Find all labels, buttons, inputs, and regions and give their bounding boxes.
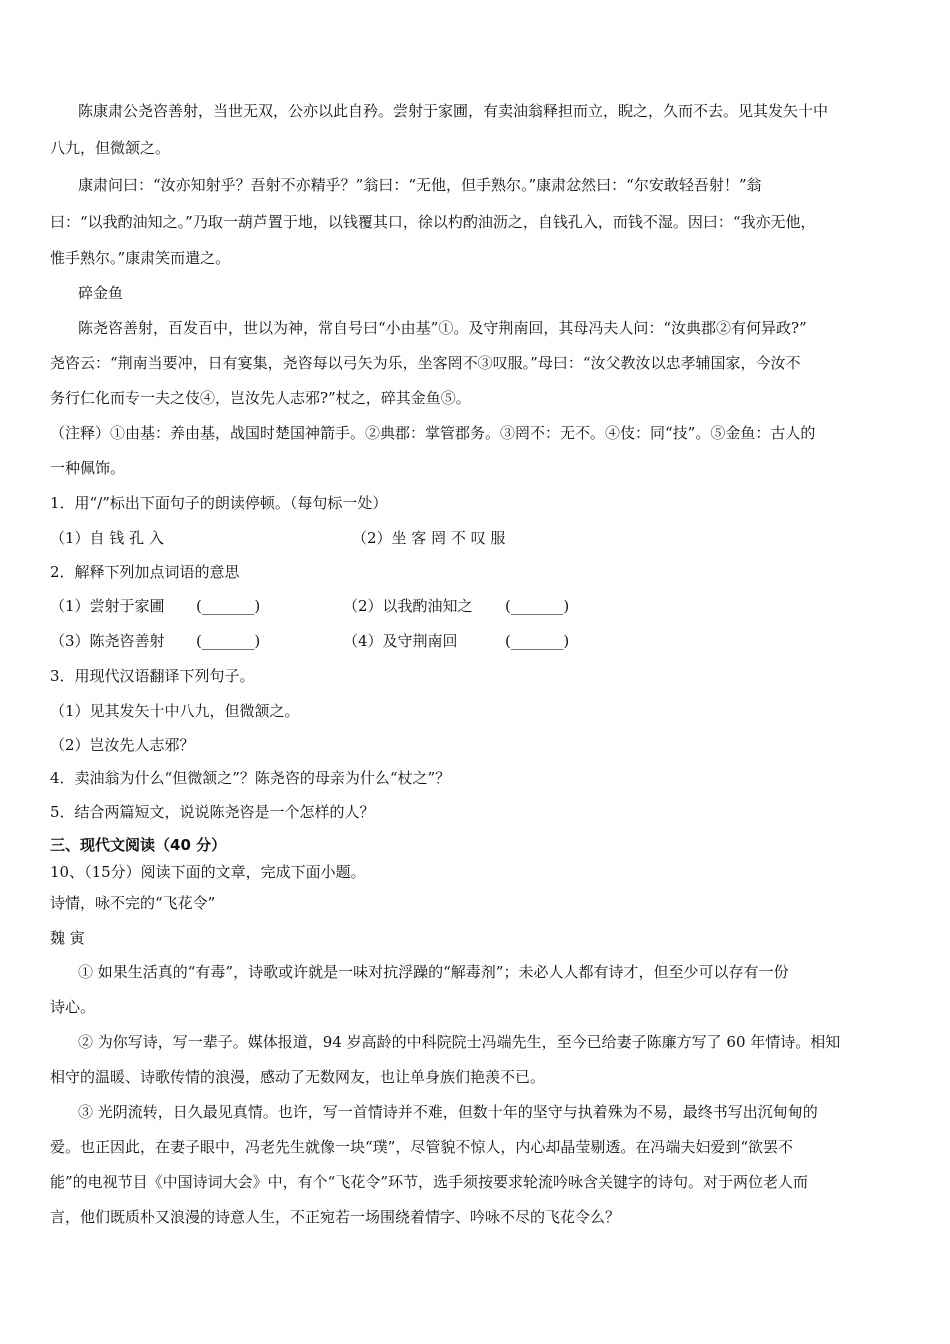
question-2-item-2: （2）以我酌油知之	[343, 597, 473, 615]
notes-line: 一种佩饰。	[50, 459, 126, 477]
passage1-line: 八九，但微颔之。	[50, 139, 171, 157]
article-line: 言，他们既质朴又浪漫的诗意人生，不正宛若一场围绕着情字、吟咏不尽的飞花令么？	[50, 1208, 621, 1226]
passage1-line: 惟手熟尔。”康肃笑而遣之。	[50, 249, 231, 267]
question-1-item-2: （2）坐 客 罔 不 叹 服	[352, 529, 506, 547]
answer-blank[interactable]: (_______)	[505, 597, 570, 615]
question-2-item-4: （4）及守荆南回	[343, 632, 458, 650]
question-4: 4．卖油翁为什么“但微颔之”？陈尧咨的母亲为什么“杖之”？	[50, 769, 451, 787]
article-line: 爱。也正因此，在妻子眼中，冯老先生就像一块“璞”，尽管貌不惊人，内心却晶莹剔透。在冯端夫妇爱到“欲罢不	[50, 1138, 794, 1156]
passage2-title: 碎金鱼	[78, 284, 124, 302]
passage2-line: 尧咨云：“荆南当要冲，日有宴集，尧咨每以弓矢为乐，坐客罔不③叹服。”母曰：“汝父教汝以忠孝辅国家，今汝不	[50, 354, 801, 372]
article-title: 诗情，咏不完的“飞花令”	[50, 894, 216, 912]
article-line: 能”的电视节目《中国诗词大会》中，有个“飞花令”环节，选手须按要求轮流吟咏含关键字的诗句。对于两位老人而	[50, 1173, 809, 1191]
article-line: ② 为你写诗，写一辈子。媒体报道，94 岁高龄的中科院院士冯端先生，至今已给妻子陈廉方写了 60 年情诗。相知	[78, 1033, 841, 1051]
article-author: 魏 寅	[50, 929, 85, 947]
question-5: 5．结合两篇短文，说说陈尧咨是一个怎样的人？	[50, 803, 375, 821]
question-2-stem: 2．解释下列加点词语的意思	[50, 563, 240, 581]
question-10-stem: 10、（15分）阅读下面的文章，完成下面小题。	[50, 863, 366, 881]
answer-blank[interactable]: (_______)	[196, 597, 261, 615]
passage1-line: 陈康肃公尧咨善射，当世无双，公亦以此自矜。尝射于家圃，有卖油翁释担而立，睨之，久而不去。见其发矢十中	[78, 102, 829, 120]
section-heading: 三、现代文阅读（40 分）	[50, 836, 227, 854]
article-line: 相守的温暖、诗歌传情的浪漫，感动了无数网友，也让单身族们艳羡不已。	[50, 1068, 546, 1086]
question-2-item-3: （3）陈尧咨善射	[50, 632, 165, 650]
answer-blank[interactable]: (_______)	[505, 632, 570, 650]
question-3-item-1: （1）见其发矢十中八九，但微颔之。	[50, 702, 300, 720]
passage2-line: 务行仁化而专一夫之伎④，岂汝先人志邪?”杖之，碎其金鱼⑤。	[50, 389, 471, 407]
notes-line: （注释）①由基：养由基，战国时楚国神箭手。②典郡：掌管郡务。③罔不：无不。④伎：同“技”。⑤金鱼：古人的	[50, 424, 816, 442]
answer-blank[interactable]: (_______)	[196, 632, 261, 650]
question-2-item-1: （1）尝射于家圃	[50, 597, 165, 615]
question-3-stem: 3．用现代汉语翻译下列句子。	[50, 667, 255, 685]
article-line: ③ 光阴流转，日久最见真情。也许，写一首情诗并不难，但数十年的坚守与执着殊为不易，最终书写出沉甸甸的	[78, 1103, 818, 1121]
passage1-line: 康肃问曰：“汝亦知射乎？吾射不亦精乎？”翁曰：“无他，但手熟尔。”康肃忿然曰：“尔安敢轻吾射！”翁	[78, 176, 762, 194]
article-line: ① 如果生活真的“有毒”，诗歌或许就是一味对抗浮躁的“解毒剂”；未必人人都有诗才，但至少可以存有一份	[78, 963, 789, 981]
question-1-item-1: （1）自 钱 孔 入	[50, 529, 164, 547]
question-1-stem: 1．用“/”标出下面句子的朗读停顿。（每句标一处）	[50, 494, 388, 512]
article-line: 诗心。	[50, 998, 96, 1016]
passage2-line: 陈尧咨善射，百发百中，世以为神，常自号曰“小由基”①。及守荆南回，其母冯夫人问：“汝典郡②有何异政?”	[78, 319, 807, 337]
passage1-line: 曰：“以我酌油知之。”乃取一葫芦置于地，以钱覆其口，徐以杓酌油沥之，自钱孔入，而钱不湿。因曰：“我亦无他，	[50, 213, 816, 231]
question-3-item-2: （2）岂汝先人志邪？	[50, 736, 195, 754]
